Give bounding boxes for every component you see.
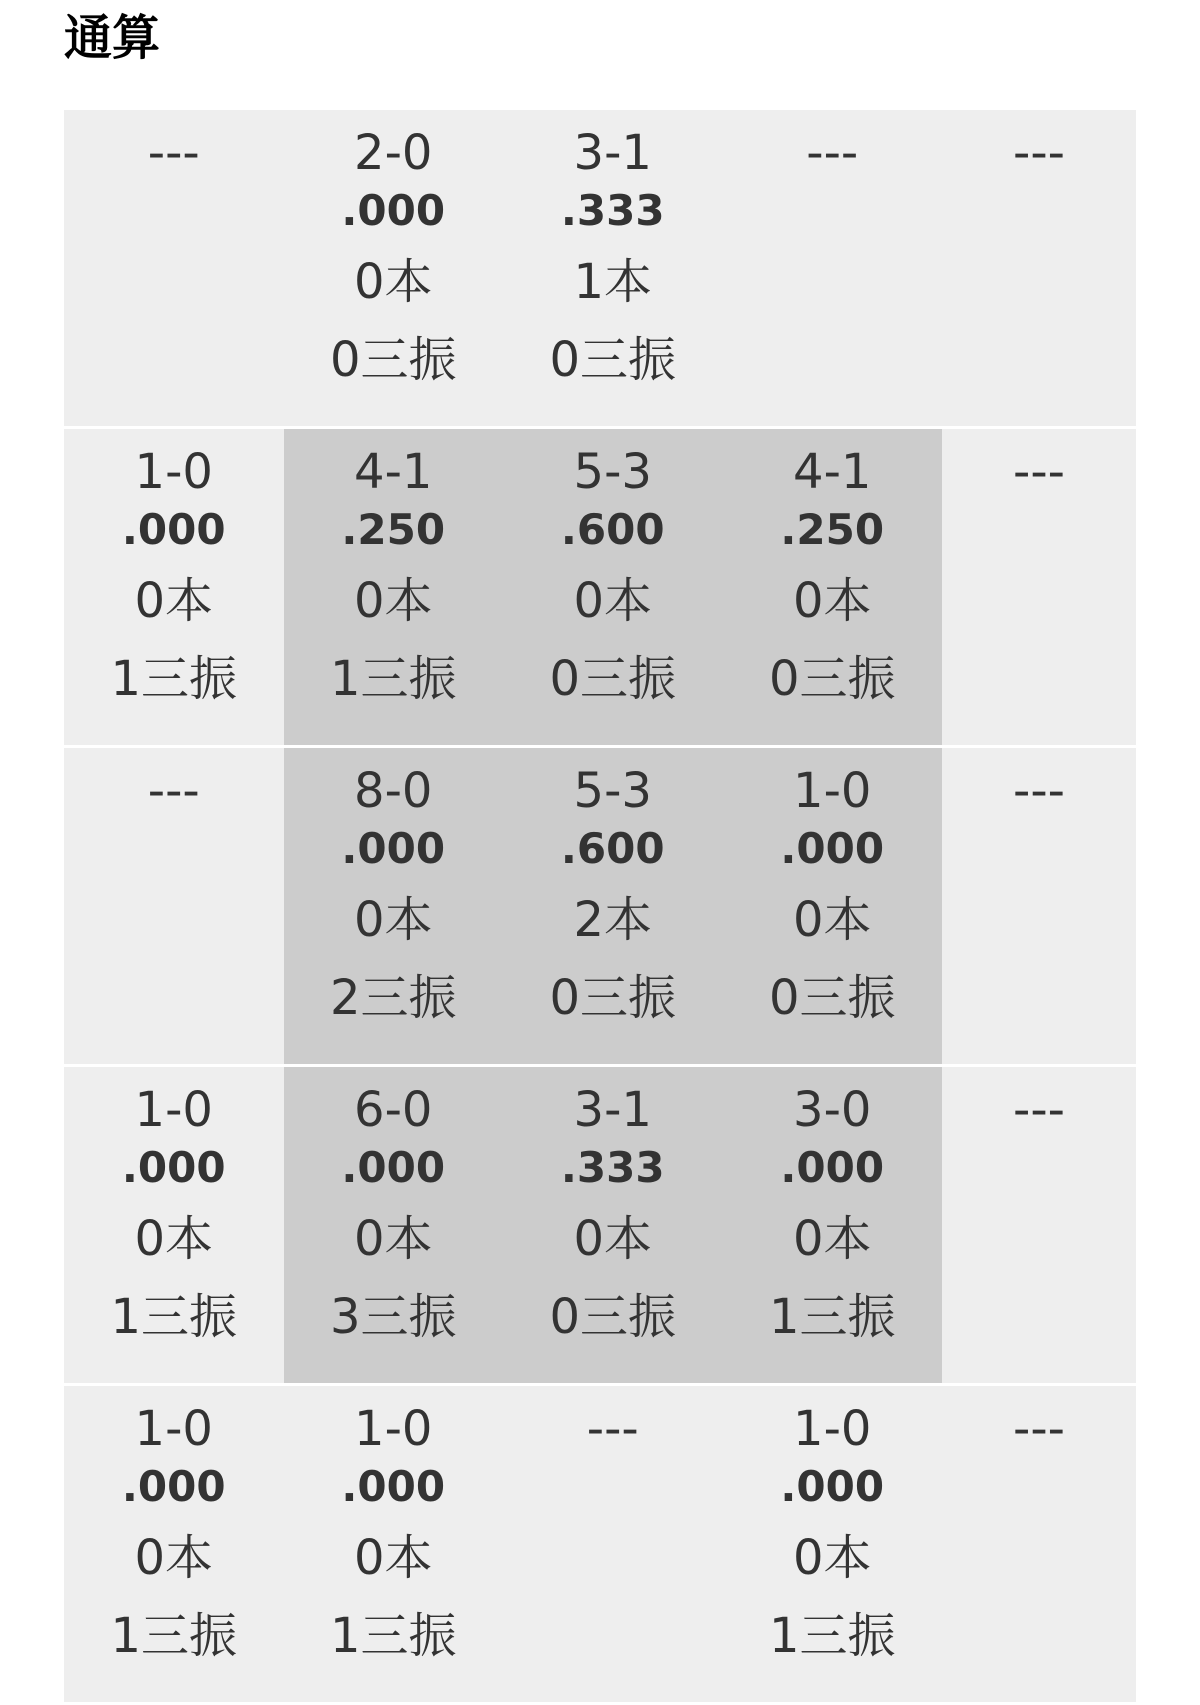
zone-cell	[64, 429, 284, 745]
zone-cell	[942, 748, 1136, 1064]
batting-average: .000	[780, 1143, 885, 1192]
batting-average: .000	[121, 1462, 226, 1511]
strike-zone-cell	[503, 429, 723, 745]
batting-average: .333	[560, 186, 665, 235]
strikeouts: 0三振	[329, 332, 457, 388]
at-bats-hits: 1-0	[793, 1401, 872, 1457]
strikeouts	[723, 320, 943, 400]
batting-average: .600	[560, 824, 665, 873]
zone-cell	[942, 1386, 1136, 1702]
home-runs: 0本	[792, 1530, 872, 1586]
batting-average	[942, 820, 1136, 882]
strikeouts: 1三振	[110, 1289, 238, 1345]
batting-average: .250	[341, 505, 446, 554]
batting-average	[942, 501, 1136, 563]
strike-zone-cell	[284, 429, 504, 745]
batting-average	[64, 182, 284, 244]
zone-cell	[942, 110, 1136, 426]
zone-row-3	[64, 748, 1136, 1067]
strikeouts	[942, 320, 1136, 400]
strike-zone-cell	[503, 748, 723, 1064]
strikeouts: 1三振	[110, 1608, 238, 1664]
batting-average	[942, 1139, 1136, 1201]
home-runs: 0本	[573, 573, 653, 629]
zone-cell	[503, 110, 723, 426]
at-bats-hits: 1-0	[134, 1082, 213, 1138]
strikeouts: 0三振	[768, 651, 896, 707]
strike-zone-cell	[284, 1067, 504, 1383]
home-runs	[942, 1520, 1136, 1596]
home-runs: 0本	[792, 573, 872, 629]
strike-zone-cell	[723, 429, 943, 745]
home-runs: 0本	[353, 573, 433, 629]
batting-average	[503, 1458, 723, 1520]
batting-average: .000	[121, 1143, 226, 1192]
strikeouts: 0三振	[549, 1289, 677, 1345]
home-runs: 0本	[573, 1211, 653, 1267]
batting-average: .600	[560, 505, 665, 554]
at-bats-hits: 1-0	[354, 1401, 433, 1457]
zone-row-1	[64, 110, 1136, 429]
batting-average: .250	[780, 505, 885, 554]
at-bats-hits: ---	[1013, 1401, 1065, 1457]
home-runs: 0本	[353, 892, 433, 948]
zone-row-2	[64, 429, 1136, 748]
at-bats-hits: 8-0	[354, 763, 433, 819]
strikeouts: 0三振	[768, 970, 896, 1026]
strikeouts	[64, 958, 284, 1038]
home-runs: 0本	[792, 1211, 872, 1267]
strikeouts: 1三振	[768, 1289, 896, 1345]
strikeouts: 1三振	[110, 651, 238, 707]
at-bats-hits: 3-1	[573, 1082, 652, 1138]
batting-average: .000	[341, 1143, 446, 1192]
batting-average	[723, 182, 943, 244]
home-runs: 0本	[353, 1211, 433, 1267]
at-bats-hits: 6-0	[354, 1082, 433, 1138]
at-bats-hits: ---	[147, 125, 200, 181]
home-runs	[942, 1201, 1136, 1277]
zone-cell	[64, 1386, 284, 1702]
home-runs: 0本	[134, 1530, 214, 1586]
strikeouts: 1三振	[768, 1608, 896, 1664]
home-runs: 0本	[792, 892, 872, 948]
at-bats-hits: 2-0	[354, 125, 433, 181]
strikeouts: 2三振	[329, 970, 457, 1026]
batting-average	[942, 1458, 1136, 1520]
zone-cell	[284, 1386, 504, 1702]
at-bats-hits: ---	[1013, 125, 1065, 181]
at-bats-hits: 1-0	[134, 444, 213, 500]
home-runs	[723, 244, 943, 320]
at-bats-hits: ---	[1013, 1082, 1065, 1138]
strikeouts: 1三振	[329, 651, 457, 707]
zone-stats-grid	[64, 110, 1136, 1705]
strikeouts	[942, 958, 1136, 1038]
home-runs: 1本	[573, 254, 653, 310]
batting-average: .000	[341, 824, 446, 873]
batting-average	[64, 820, 284, 882]
zone-cell	[942, 429, 1136, 745]
batting-average	[942, 182, 1136, 244]
at-bats-hits: 1-0	[793, 763, 872, 819]
zone-cell	[503, 1386, 723, 1702]
batting-average: .000	[341, 186, 446, 235]
at-bats-hits: 1-0	[134, 1401, 213, 1457]
at-bats-hits: ---	[806, 125, 859, 181]
batting-average: .000	[341, 1462, 446, 1511]
batting-average: .000	[121, 505, 226, 554]
at-bats-hits: 5-3	[573, 444, 652, 500]
at-bats-hits: ---	[586, 1401, 639, 1457]
at-bats-hits: 5-3	[573, 763, 652, 819]
zone-cell	[942, 1067, 1136, 1383]
home-runs: 0本	[134, 1211, 214, 1267]
at-bats-hits: 3-1	[573, 125, 652, 181]
home-runs	[64, 244, 284, 320]
strikeouts	[64, 320, 284, 400]
strikeouts: 1三振	[329, 1608, 457, 1664]
strikeouts: 3三振	[329, 1289, 457, 1345]
zone-cell	[64, 748, 284, 1064]
at-bats-hits: ---	[147, 763, 200, 819]
at-bats-hits: 3-0	[793, 1082, 872, 1138]
strikeouts	[942, 1277, 1136, 1357]
strike-zone-cell	[284, 748, 504, 1064]
home-runs: 0本	[134, 573, 214, 629]
home-runs	[942, 563, 1136, 639]
strikeouts: 0三振	[549, 651, 677, 707]
at-bats-hits: ---	[1013, 763, 1065, 819]
zone-cell	[64, 1067, 284, 1383]
zone-row-5	[64, 1386, 1136, 1705]
home-runs: 0本	[353, 1530, 433, 1586]
batting-average: .333	[560, 1143, 665, 1192]
home-runs	[942, 882, 1136, 958]
strikeouts	[942, 1596, 1136, 1676]
at-bats-hits: 4-1	[793, 444, 872, 500]
strikeouts: 0三振	[549, 970, 677, 1026]
strikeouts	[503, 1596, 723, 1676]
strike-zone-cell	[723, 748, 943, 1064]
section-title: 通算	[64, 10, 161, 66]
home-runs: 0本	[353, 254, 433, 310]
at-bats-hits: ---	[1013, 444, 1065, 500]
zone-cell	[284, 110, 504, 426]
strike-zone-cell	[503, 1067, 723, 1383]
at-bats-hits: 4-1	[354, 444, 433, 500]
home-runs: 2本	[573, 892, 653, 948]
strikeouts	[942, 639, 1136, 719]
home-runs	[503, 1520, 723, 1596]
zone-cell	[64, 110, 284, 426]
zone-cell	[723, 110, 943, 426]
batting-average: .000	[780, 824, 885, 873]
home-runs	[64, 882, 284, 958]
strike-zone-cell	[723, 1067, 943, 1383]
zone-cell	[723, 1386, 943, 1702]
batting-average: .000	[780, 1462, 885, 1511]
strikeouts: 0三振	[549, 332, 677, 388]
home-runs	[942, 244, 1136, 320]
zone-row-4	[64, 1067, 1136, 1386]
